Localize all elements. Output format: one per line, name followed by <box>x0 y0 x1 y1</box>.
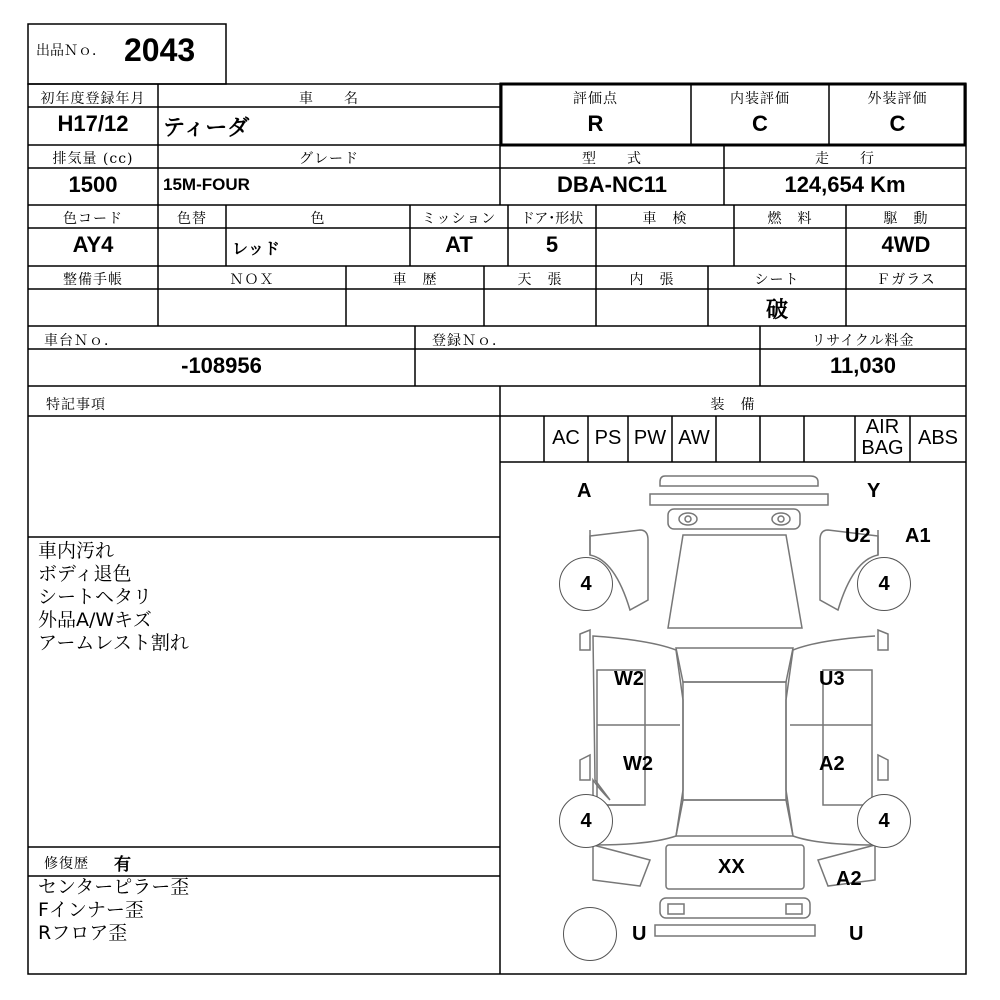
equipment-item-ac: AC <box>552 427 580 449</box>
mark-right-door-rear: A2 <box>819 753 845 775</box>
repair-label: 修復歴 <box>44 856 89 872</box>
interior-value: C <box>752 111 768 136</box>
lining-label: 内 張 <box>629 272 675 288</box>
displacement-value: 1500 <box>68 172 118 197</box>
drive-label: 駆 動 <box>883 211 929 227</box>
tire-front-right: 4 <box>857 557 911 611</box>
chassis-value: -108956 <box>181 353 262 378</box>
color-change-label: 色替 <box>177 211 207 227</box>
mark-trunk: XX <box>718 856 745 878</box>
maintenance-label: 整備手帳 <box>63 272 123 288</box>
equipment-item-aw: AW <box>678 427 710 449</box>
seat-label: シート <box>754 272 800 288</box>
tire-rear-right: 4 <box>857 794 911 848</box>
equipment-label: 装 備 <box>710 397 756 413</box>
mission-value: AT <box>445 232 473 257</box>
interior-label: 内装評価 <box>730 91 790 107</box>
mark-left-door-front: W2 <box>614 668 644 690</box>
mission-label: ミッション <box>421 211 497 227</box>
door-label: ドア･形状 <box>520 211 584 227</box>
repair-list <box>38 876 189 945</box>
notes-label: 特記事項 <box>46 397 106 413</box>
note-line: 車内汚れ <box>38 540 115 562</box>
tire-front-left: 4 <box>559 557 613 611</box>
drive-value: 4WD <box>881 232 931 257</box>
equipment-item-pw: PW <box>633 427 667 449</box>
color-code-value: AY4 <box>72 232 114 257</box>
inspection-label: 車 検 <box>642 211 688 227</box>
nox-label: ＮＯＸ <box>229 272 275 288</box>
repair-line: Fインナー歪 <box>38 899 144 921</box>
mark-front-left: A <box>577 480 592 502</box>
equipment-item-ps: PS <box>594 427 622 449</box>
recycle-label: リサイクル料金 <box>811 333 915 349</box>
fglass-label: Ｆガラス <box>876 272 936 288</box>
score-label: 評価点 <box>573 91 618 107</box>
repair-line: Rフロア歪 <box>38 922 128 944</box>
mark-rear-right-fender: A2 <box>836 868 862 890</box>
exterior-value: C <box>889 111 906 136</box>
notes-list <box>38 540 189 655</box>
mark-rear-left: U <box>632 923 647 945</box>
mileage-label: 走 行 <box>815 151 875 167</box>
car-name-label: 車 名 <box>299 91 359 107</box>
color-code-label: 色コード <box>63 211 123 227</box>
seat-value: 破 <box>765 298 788 323</box>
mark-right-door-front: U3 <box>819 668 845 690</box>
history-label: 車 歴 <box>392 272 438 288</box>
color-value: レッド <box>232 239 280 258</box>
recycle-value: 11,030 <box>829 353 897 378</box>
door-value: 5 <box>545 232 559 257</box>
equipment-item-abs: ABS <box>917 427 959 449</box>
model-label: 型 式 <box>582 151 642 167</box>
repair-line: センターピラー歪 <box>38 876 190 898</box>
mark-left-door-rear: W2 <box>623 753 653 775</box>
note-line: ボディ退色 <box>38 563 132 585</box>
first-reg-label: 初年度登録年月 <box>40 91 146 107</box>
note-line: シートヘタリ <box>38 586 153 608</box>
color-label: 色 <box>310 211 326 227</box>
grade-label: グレード <box>299 151 359 167</box>
mark-right-front-a1: A1 <box>905 525 931 547</box>
grade-value: 15M-FOUR <box>163 175 250 194</box>
mark-front-right: Y <box>867 480 881 502</box>
equipment-item-airbag: AIR BAG <box>861 416 904 459</box>
note-line: アームレスト割れ <box>38 632 189 654</box>
model-value: DBA-NC11 <box>556 172 668 197</box>
exterior-label: 外装評価 <box>867 91 928 107</box>
chassis-label: 車台Ｎｏ． <box>44 333 119 349</box>
displacement-label: 排気量 (cc) <box>52 151 134 167</box>
mark-rear-right: U <box>849 923 864 945</box>
note-line: 外品A/Wキズ <box>38 609 152 631</box>
first-reg-value: H17/12 <box>57 111 129 136</box>
tire-rear-left: 4 <box>559 794 613 848</box>
score-value: R <box>587 111 604 136</box>
ceiling-label: 天 張 <box>517 272 563 288</box>
spare-tire <box>563 907 617 961</box>
lot-label: 出品Ｎｏ． <box>36 43 106 59</box>
mileage-value: 124,654 Km <box>784 172 906 197</box>
mark-right-front-u2: U2 <box>845 525 871 547</box>
reg-no-label: 登録Ｎｏ． <box>432 333 507 349</box>
lot-number: 2043 <box>124 32 196 68</box>
repair-value: 有 <box>114 855 131 875</box>
fuel-label: 燃 料 <box>767 211 813 227</box>
car-name-value: ティーダ <box>163 116 250 141</box>
